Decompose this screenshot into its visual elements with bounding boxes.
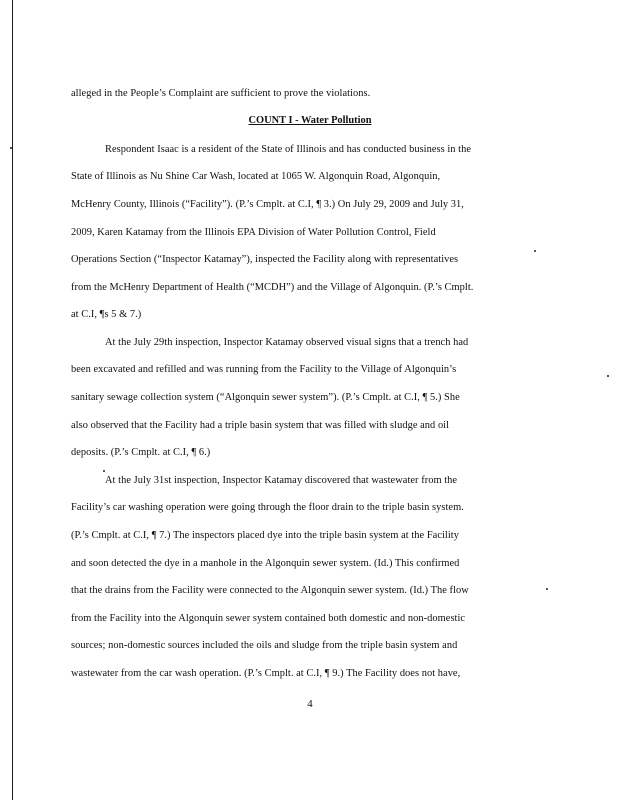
- paragraph-3-line-7: sources; non-domestic sources included the oils and sludge from the triple basin system and: [71, 640, 458, 651]
- paragraph-1-line-2: State of Illinois as Nu Shine Car Wash, located at 1065 W. Algonquin Road, Algonquin,: [71, 171, 441, 182]
- paragraph-1-line-7: at C.I, ¶s 5 & 7.): [71, 309, 142, 320]
- paragraph-3-line-1: At the July 31st inspection, Inspector Katamay discovered that wastewater from the: [105, 475, 458, 486]
- paragraph-3-line-3: (P.’s Cmplt. at C.I, ¶ 7.) The inspectors placed dye into the triple basin system at the Facility: [71, 530, 459, 541]
- paragraph-2-line-2: been excavated and refilled and was running from the Facility to the Village of Algonquin’s: [71, 364, 457, 375]
- paragraph-3-line-2: Facility’s car washing operation were going through the floor drain to the triple basin system.: [71, 502, 464, 513]
- paragraph-2-line-4: also observed that the Facility had a triple basin system that was filled with sludge and oil: [71, 420, 450, 431]
- paragraph-3-line-8: wastewater from the car wash operation. (P.’s Cmplt. at C.I, ¶ 9.) The Facility does not have,: [71, 668, 461, 679]
- paragraph-3-line-6: from the Facility into the Algonquin sewer system contained both domestic and non-domestic: [71, 613, 466, 624]
- paragraph-1-line-5: Operations Section (“Inspector Katamay”), inspected the Facility along with representatives: [71, 254, 459, 265]
- scan-speck: [534, 250, 536, 252]
- scan-speck: [607, 375, 609, 377]
- paragraph-1-line-1: Respondent Isaac is a resident of the State of Illinois and has conducted business in the: [105, 144, 472, 155]
- paragraph-3-line-4: and soon detected the dye in a manhole in the Algonquin sewer system. (Id.) This confirmed: [71, 558, 460, 569]
- scan-speck: [10, 147, 12, 149]
- scan-speck: [546, 588, 548, 590]
- continuation-line: alleged in the People’s Complaint are sufficient to prove the violations.: [71, 88, 371, 99]
- paragraph-1-line-3: McHenry County, Illinois (“Facility”). (P.’s Cmplt. at C.I, ¶ 3.) On July 29, 2009 and July 31,: [71, 199, 464, 210]
- paragraph-2-line-3: sanitary sewage collection system (“Algonquin sewer system”). (P.’s Cmplt. at C.I, ¶ 5.) She: [71, 392, 460, 403]
- paragraph-1-line-6: from the McHenry Department of Health (“MCDH”) and the Village of Algonquin. (P.’s Cmplt.: [71, 282, 474, 293]
- section-heading: COUNT I - Water Pollution: [248, 115, 372, 126]
- paragraph-3-line-5: that the drains from the Facility were connected to the Algonquin sewer system. (Id.) The flow: [71, 585, 469, 596]
- page-number: 4: [307, 698, 313, 710]
- paragraph-2-line-1: At the July 29th inspection, Inspector Katamay observed visual signs that a trench had: [105, 337, 469, 348]
- paragraph-1-line-4: 2009, Karen Katamay from the Illinois EPA Division of Water Pollution Control, Field: [71, 227, 436, 238]
- scan-speck: [103, 470, 105, 472]
- paragraph-2-line-5: deposits. (P.’s Cmplt. at C.I, ¶ 6.): [71, 447, 211, 458]
